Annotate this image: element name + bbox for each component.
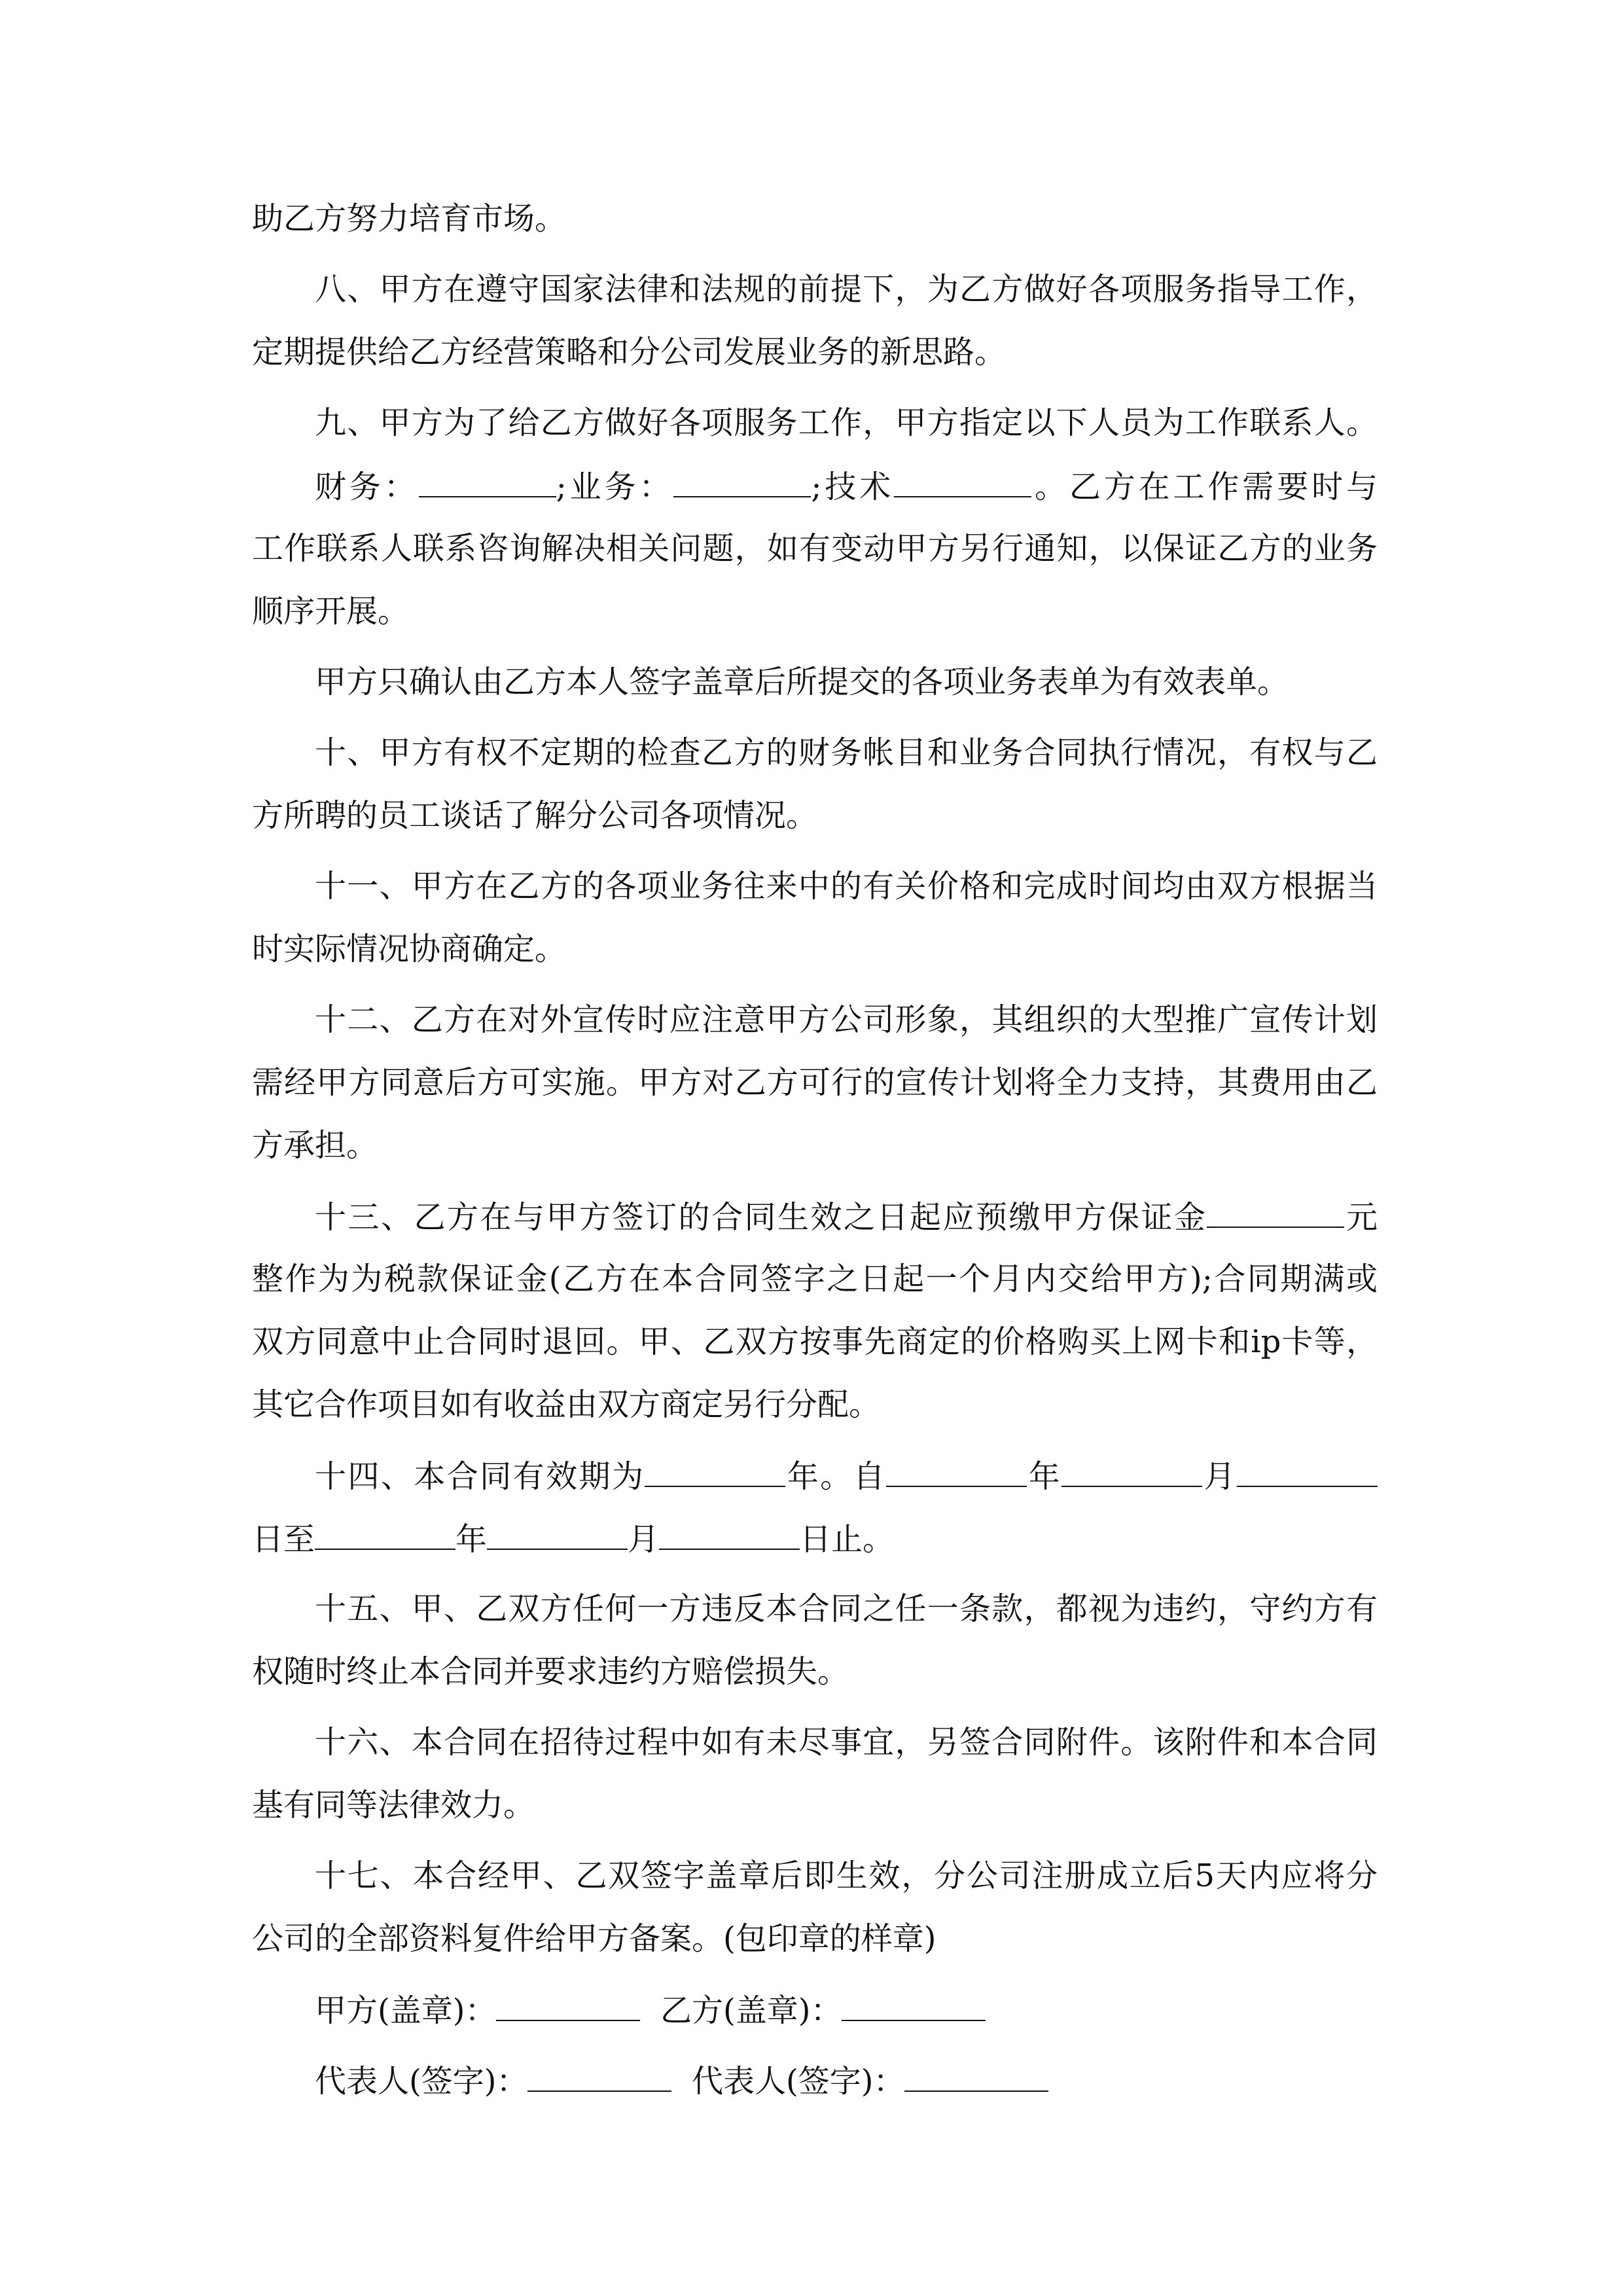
party-a-rep-blank[interactable]	[527, 2056, 671, 2092]
clause-17-line-2: 公司的全部资料复件给甲方备案。(包印章的样章)	[252, 1920, 936, 1957]
party-a-rep-label: 代表人(签字)：	[315, 2063, 528, 2100]
seal-line	[315, 1986, 986, 2033]
party-b-rep-label: 代表人(签字)：	[691, 2063, 905, 2100]
clause-13-line-3: 双方同意中止合同时退回。甲、乙双方按事先商定的价格购买上网卡和ip卡等，	[252, 1323, 1378, 1360]
clause-12-line-1: 十二、乙方在对外宣传时应注意甲方公司形象，其组织的大型推广宣传计划	[315, 1001, 1378, 1038]
clause-12-line-2: 需经甲方同意后方可实施。甲方对乙方可行的宣传计划将全力支持，其费用由乙	[252, 1064, 1378, 1101]
contacts-line: 财务： ;业务： ;技术 。乙方在工作需要时与	[315, 462, 1378, 509]
tech-blank[interactable]	[894, 462, 1031, 497]
confirmation-line: 甲方只确认由乙方本人签字盖章后所提交的各项业务表单为有效表单。	[315, 664, 1289, 700]
start-year-blank[interactable]	[886, 1452, 1027, 1487]
clause-11-line-1: 十一、甲方在乙方的各项业务往来中的有关价格和完成时间均由双方根据当	[315, 868, 1378, 905]
clause-15-line-1: 十五、甲、乙双方任何一方违反本合同之任一条款，都视为违约，守约方有	[315, 1590, 1378, 1627]
party-b-seal-blank[interactable]	[842, 1986, 986, 2021]
start-day-blank[interactable]	[1237, 1452, 1378, 1487]
clause-8-line-2: 定期提供给乙方经营策略和分公司发展业务的新思路。	[252, 334, 1007, 370]
clause-13-line-1: 十三、乙方在与甲方签订的合同生效之日起应预缴甲方保证金 元	[315, 1193, 1378, 1240]
clause-13-line-4: 其它合作项目如有收益由双方商定另行分配。	[252, 1386, 881, 1423]
deposit-amount-blank[interactable]	[1207, 1193, 1344, 1228]
end-year-blank[interactable]	[315, 1515, 455, 1550]
clause-14-line-2: 日至 年 月 日止。	[252, 1515, 894, 1562]
clause-12-line-3: 方承担。	[252, 1127, 378, 1164]
validity-years-blank[interactable]	[645, 1452, 785, 1487]
clause-10-line-1: 十、甲方有权不定期的检查乙方的财务帐目和业务合同执行情况，有权与乙	[315, 734, 1378, 771]
paragraph-line: 助乙方努力培育市场。	[252, 200, 567, 237]
party-a-seal-blank[interactable]	[496, 1986, 640, 2021]
signature-line	[315, 2056, 1048, 2104]
clause-14-line-1: 十四、本合同有效期为 年。自 年 月	[315, 1452, 1378, 1499]
clause-9-line-3: 工作联系人联系咨询解决相关问题，如有变动甲方另行通知，以保证乙方的业务	[252, 530, 1378, 567]
tech-label: ;技术	[811, 469, 895, 505]
start-month-blank[interactable]	[1061, 1452, 1202, 1487]
clause-11-line-2: 时实际情况协商确定。	[252, 931, 567, 967]
end-month-blank[interactable]	[487, 1515, 628, 1550]
clause-17-line-1: 十七、本合经甲、乙双签字盖章后即生效，分公司注册成立后5天内应将分	[315, 1857, 1378, 1894]
clause-9-line-4: 顺序开展。	[252, 593, 410, 630]
end-day-blank[interactable]	[659, 1515, 800, 1550]
business-label: ;业务：	[556, 469, 674, 505]
party-b-seal-label: 乙方(盖章)：	[660, 1992, 842, 2029]
business-blank[interactable]	[673, 462, 811, 497]
party-a-seal-label: 甲方(盖章)：	[315, 1992, 497, 2029]
clause-15-line-2: 权随时终止本合同并要求违约方赔偿损失。	[252, 1653, 849, 1690]
clause-13-line-2: 整作为为税款保证金(乙方在本合同签字之日起一个月内交给甲方);合同期满或	[252, 1261, 1378, 1297]
finance-label: 财务：	[315, 469, 419, 505]
clause-10-line-2: 方所聘的员工谈话了解分公司各项情况。	[252, 797, 818, 834]
clause-8-line-1: 八、甲方在遵守国家法律和法规的前提下，为乙方做好各项服务指导工作，	[315, 271, 1378, 308]
clause-9-line-1: 九、甲方为了给乙方做好各项服务工作，甲方指定以下人员为工作联系人。	[315, 404, 1378, 441]
clause-16-line-2: 基有同等法律效力。	[252, 1787, 535, 1823]
finance-blank[interactable]	[419, 462, 556, 497]
clause-16-line-1: 十六、本合同在招待过程中如有未尽事宜，另签合同附件。该附件和本合同	[315, 1724, 1378, 1761]
party-b-rep-blank[interactable]	[904, 2056, 1048, 2092]
